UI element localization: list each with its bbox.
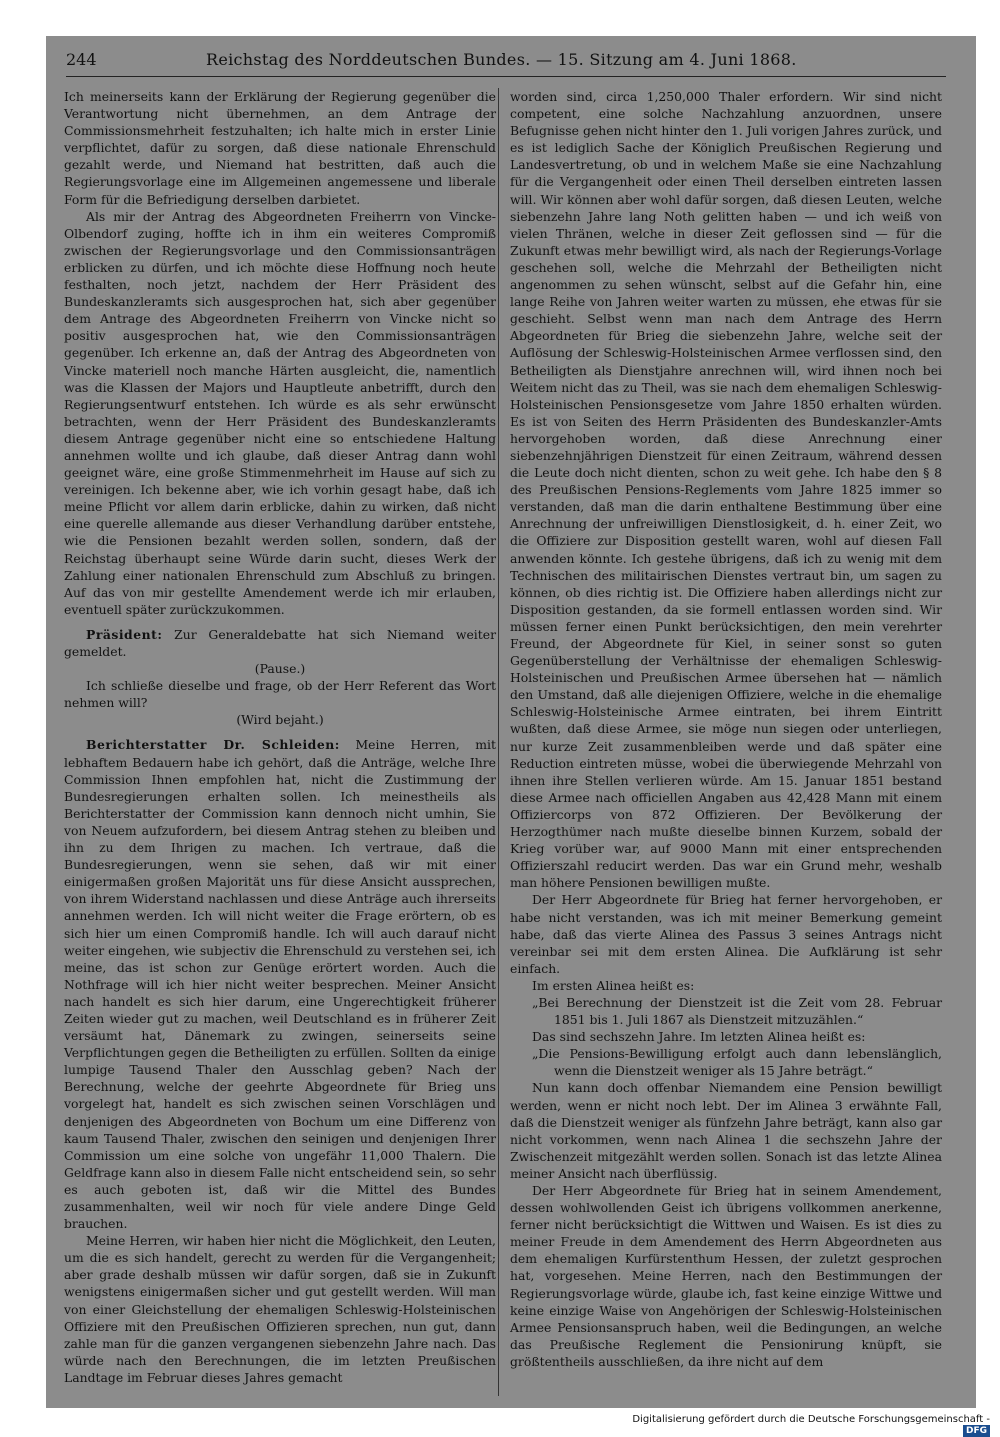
paragraph: Ich schließe dieselbe und frage, ob der Herr Referent das Wort nehmen will? xyxy=(64,678,496,711)
credit-text: Digitalisierung gefördert durch die Deutsche Forschungsgemeinschaft - xyxy=(632,1414,990,1425)
stage-direction: (Pause.) xyxy=(254,661,306,677)
running-header xyxy=(66,48,946,74)
quotation: „Die Pensions-Bewilligung erfolgt auch dann lebenslänglich, wenn die Dienstzeit weniger als 15 Jahre beträgt.“ xyxy=(532,1046,942,1079)
paragraph: Meine Herren, wir haben hier nicht die Möglichkeit, den Leuten, um die es sich handelt, gerecht zu werden für die Vergangenheit; aber grade deshalb müssen wir dafür sorgen, daß sie in Zukunft wenigstens einigermaßen sicher und gut gestellt werden. Will man von einer Gleichstellung der ehemaligen Schleswig-Holsteinischen Offiziere mit den Preußischen Offizieren sprechen, nun gut, dann zahle man für die ganzen vergangenen siebenzehn Jahre nach. Das würde nach den Berechnungen, die im letzten Preußischen Landtage im Februar dieses Jahres gemacht xyxy=(64,1233,496,1385)
page-number: 244 xyxy=(66,50,97,69)
dfg-logo: DFG xyxy=(963,1425,990,1437)
header-rule xyxy=(66,76,946,77)
rapporteur-speech xyxy=(64,736,496,1232)
paragraph: Das sind sechszehn Jahre. Im letzten Alinea heißt es: xyxy=(532,1029,866,1045)
column-divider xyxy=(498,88,499,1396)
running-title: Reichstag des Norddeutschen Bundes. — 15. Sitzung am 4. Juni 1868. xyxy=(206,50,797,69)
stage-direction: (Wird bejaht.) xyxy=(236,712,324,728)
paragraph: worden sind, circa 1,250,000 Thaler erfordern. Wir sind nicht competent, eine solche Nachzahlung anzuordnen, unsere Befugnisse gehen nicht hinter den 1. Juli vorigen Jahres zurück, und es ist lediglich Sache der Königlich Preußischen Regierung und Landesvertretung, ob und in welchem Maße sie eine Nachzahlung für die Vergangenheit oder einen Theil derselben eintreten lassen will. Wir können aber wohl dafür sorgen, daß diesen Leuten, welche siebenzehn Jahre lang Noth gelitten haben — und ich weiß von vielen Thränen, welche in dieser Zeit geflossen sind — für die Zukunft etwas mehr bewilligt wird, als nach der Regierungs-Vorlage geschehen soll, welche die Mehrzahl der Betheiligten nicht angenommen zu sehen wünscht, selbst auf die Gefahr hin, eine lange Reihe von Jahren weiter warten zu müssen, ehe etwas für sie geschieht. Selbst wenn man nach dem Antrage des Herrn Abgeordneten für Brieg die siebenzehn Jahre, welche seit der Auflösung der Schleswig-Holsteinischen Armee verflossen sind, den Betheiligten als Dienstjahre anrechnen will, wird ihnen noch bei Weitem nicht das zu Theil, was sie nach dem ehemaligen Schleswig-Holsteinischen Pensionsgesetze vom Jahre 1850 erhalten würden. Es ist von Seiten des Herrn Präsidenten des Bundeskanzler-Amts hervorgehoben worden, daß diese Anrechnung einer siebenzehnjährigen Dienstzeit für einen Zeitraum, während dessen die Leute doch nicht dienten, schon zu weit gehe. Ich habe den § 8 des Preußischen Pensions-Reglements vom Jahre 1825 immer so verstanden, daß man die darin enthaltene Bestimmung über eine Anrechnung der unfreiwilligen Dienstlosigkeit, d. h. einer Zeit, wo die Offiziere zur Disposition gestellt waren, wohl auf diesen Fall anwenden könnte. Ich gestehe übrigens, daß ich zu wenig mit dem Technischen des militairischen Dienstes vertraut bin, um sagen zu können, ob dies richtig ist. Die Offiziere haben allerdings nicht zur Disposition gestanden, da sie formell entlassen worden sind. Wir müssen ferner einen Punkt berücksichtigen, den mein verehrter Freund, der Abgeordnete für Kiel, in seiner sonst so guten Gegenüberstellung der Verhältnisse der ehemaligen Schleswig-Holsteinischen und Preußischen Armee übersehen hat — nämlich den Umstand, daß alle diejenigen Offiziere, welche in die ehemalige Schleswig-Holsteinische Armee eintraten, bei ihrem Eintritt wußten, daß diese Armee, sie möge nun siegen oder unterliegen, nur kurze Zeit zusammenbleiben werde und daß später eine Reduction eintreten müsse, wobei die überwiegende Mehrzahl von ihnen ihre Stellen verlieren würde. Am 15. Januar 1851 bestand diese Armee nach officiellen Angaben aus 42,428 Mann mit einem Offiziercorps von 872 Offizieren. Der Bevölkerung der Herzogthümer nach mußte dieselbe binnen Kurzem, sobald der Krieg vorüber war, auf 9000 Mann mit einer entsprechenden Offizierszahl reducirt werden. Das war ein Grund mehr, weshalb man höhere Pensionen bewilligen mußte. xyxy=(510,89,942,891)
paragraph: Ich meinerseits kann der Erklärung der Regierung gegenüber die Verantwortung nicht übernehmen, an dem Antrage der Commissionsmehrheit festzuhalten; ich halte mich in erster Linie verpflichtet, dafür zu sorgen, daß diese nationale Ehrenschuld gezahlt werde, und Niemand hat bestritten, daß auch die Regierungsvorlage eine im Allgemeinen angemessene und liberale Form für die Befriedigung derselben darbietet. xyxy=(64,89,496,207)
president-remark xyxy=(64,626,496,660)
right-column xyxy=(510,88,942,1370)
speaker-label: Berichterstatter Dr. Schleiden: xyxy=(86,737,340,753)
speech-text: Zur Generaldebatte hat sich Niemand weiter gemeldet. xyxy=(64,626,496,659)
speech-text: Meine Herren, mit lebhaftem Bedauern habe ich gehört, daß die Anträge, welche Ihre Commission Ihnen empfohlen hat, nicht die Zustimmung der Bundesregierungen erhalten sollen. Ich meinestheils als Berichterstatter der Commission kann dennoch nicht umhin, Sie von Neuem aufzufordern, bei diesem Antrag stehen zu bleiben und ihn zu dem Ihrigen zu machen. Ich vertraue, daß die Bundesregierungen, wenn sie sehen, daß wir mit einer einigermaßen großen Majorität uns für diese Ansicht aussprechen, von ihrem Widerstand nachlassen und diese Anträge auch ihrerseits annehmen werden. Ich will nicht weiter die Frage erörtern, ob es sich hier um einen Compromiß handle. Ich will auch darauf nicht weiter eingehen, wie subjectiv die Ehrenschuld zu verstehen sei, ich meine, das ist schon zur Genüge erörtert worden. Auch die Nothfrage will ich hier nicht weiter besprechen. Meiner Ansicht nach handelt es sich hier darum, eine Ungerechtigkeit früherer Zeiten wieder gut zu machen, weil Deutschland es in früherer Zeit versäumt hat, Dänemark zu zwingen, seinerseits seine Verpflichtungen gegen die Betheiligten zu erfüllen. Sollten da einige lumpige Tausend Thaler den Ausschlag geben? Nach der Berechnung, welche der geehrte Abgeordnete für Brieg uns vorgelegt hat, handelt es sich zwischen seinen Vorschlägen und denjenigen des Abgeordneten von Bochum um eine Differenz von kaum Tausend Thaler, zwischen den seinigen und denjenigen Ihrer Commission um eine solche von ungefähr 11,000 Thalern. Die Geldfrage kann also in diesem Falle nicht entscheidend sein, so sehr es auch geboten ist, daß wir die Mittel des Bundes zusammenhalten, weil wir noch für viele andere Dinge Geld brauchen. xyxy=(64,737,496,1232)
left-column xyxy=(64,88,496,1386)
paragraph: Im ersten Alinea heißt es: xyxy=(532,977,695,993)
paragraph: Der Herr Abgeordnete für Brieg hat ferner hervorgehoben, er habe nicht verstanden, was ich mit meiner Bemerkung gemeint habe, daß das vierte Alinea des Passus 3 seines Antrags nicht vereinbar sei mit dem ersten Alinea. Die Aufklärung ist sehr einfach. xyxy=(510,892,942,976)
paragraph: Der Herr Abgeordnete für Brieg hat in seinem Amendement, dessen wohlwollenden Geist ich übrigens vollkommen anerkenne, ferner nicht berücksichtigt die Wittwen und Waisen. Es ist dies zu meiner Freude in dem Amendement des Herrn Abgeordneten aus dem ehemaligen Kurfürstenthum Hessen, der zuletzt gesprochen hat, vorgesehen. Meine Herren, nach den Bestimmungen der Regierungsvorlage würde, glaube ich, fast keine einzige Wittwe und keine einzige Waise von Angehörigen der Schleswig-Holsteinischen Armee Pensionsanspruch haben, weil die Bedingungen, an welche das Preußische Reglement die Pensionirung knüpft, sie größtentheils ausschließen, da ihre nicht auf dem xyxy=(510,1183,942,1369)
paragraph: Nun kann doch offenbar Niemandem eine Pension bewilligt werden, wenn er nicht noch lebt. Der im Alinea 3 erwähnte Fall, daß die Dienstzeit weniger als fünfzehn Jahre beträgt, kann also gar nicht vorkommen, wenn nach Alinea 1 die sechszehn Jahre der Zwischenzeit mitgezählt werden sollen. Sonach ist das letzte Alinea meiner Ansicht nach überflüssig. xyxy=(510,1080,942,1181)
speaker-label: Präsident: xyxy=(86,626,163,642)
quotation: „Bei Berechnung der Dienstzeit ist die Zeit vom 28. Februar 1851 bis 1. Juli 1867 als Dienstzeit mitzuzählen.“ xyxy=(532,994,942,1028)
digitization-credit xyxy=(610,1414,990,1436)
paragraph: Als mir der Antrag des Abgeordneten Freiherrn von Vincke-Olbendorf zuging, hoffte ich in ihm ein weiteres Compromiß zwischen der Regierungsvorlage und den Commissionsanträgen erblicken zu dürfen, und ich möchte diese Hoffnung noch heute festhalten, noch jetzt, nachdem der Herr Präsident des Bundeskanzleramts sich ausgesprochen hat, sich aber gegenüber dem Antrage des Abgeordneten Freiherrn von Vincke nicht so positiv ausgesprochen hat, wie den Commissionsanträgen gegenüber. Ich erkenne an, daß der Antrag des Abgeordneten von Vincke materiell noch manche Härten ausgleicht, die, namentlich was die Klassen der Majors und Hauptleute anbetrifft, durch den Regierungsentwurf entstehen. Ich würde es als sehr erwünscht betrachten, wenn der Herr Präsident des Bundeskanzleramts diesem Antrage gegenüber nicht eine so entschiedene Haltung annehmen wollte und ich glaube, daß dieser Antrag dann wohl geeignet wäre, eine große Stimmenmehrheit im Hause auf sich zu vereinigen. Ich bekenne aber, wie ich vorhin gesagt habe, daß ich meine Pflicht vor allem darin erblicke, dahin zu wirken, daß nicht eine querelle allemande aus dieser Verhandlung darüber entstehe, wie die Pensionen bezahlt werden sollen, sondern, daß der Reichstag überhaupt seine Würde darin sucht, dieses Werk der Zahlung einer nationalen Ehrenschuld zum Abschluß zu bringen. Auf das von mir gestellte Amendement werde ich mir erlauben, eventuell später zurückzukommen. xyxy=(64,208,496,617)
